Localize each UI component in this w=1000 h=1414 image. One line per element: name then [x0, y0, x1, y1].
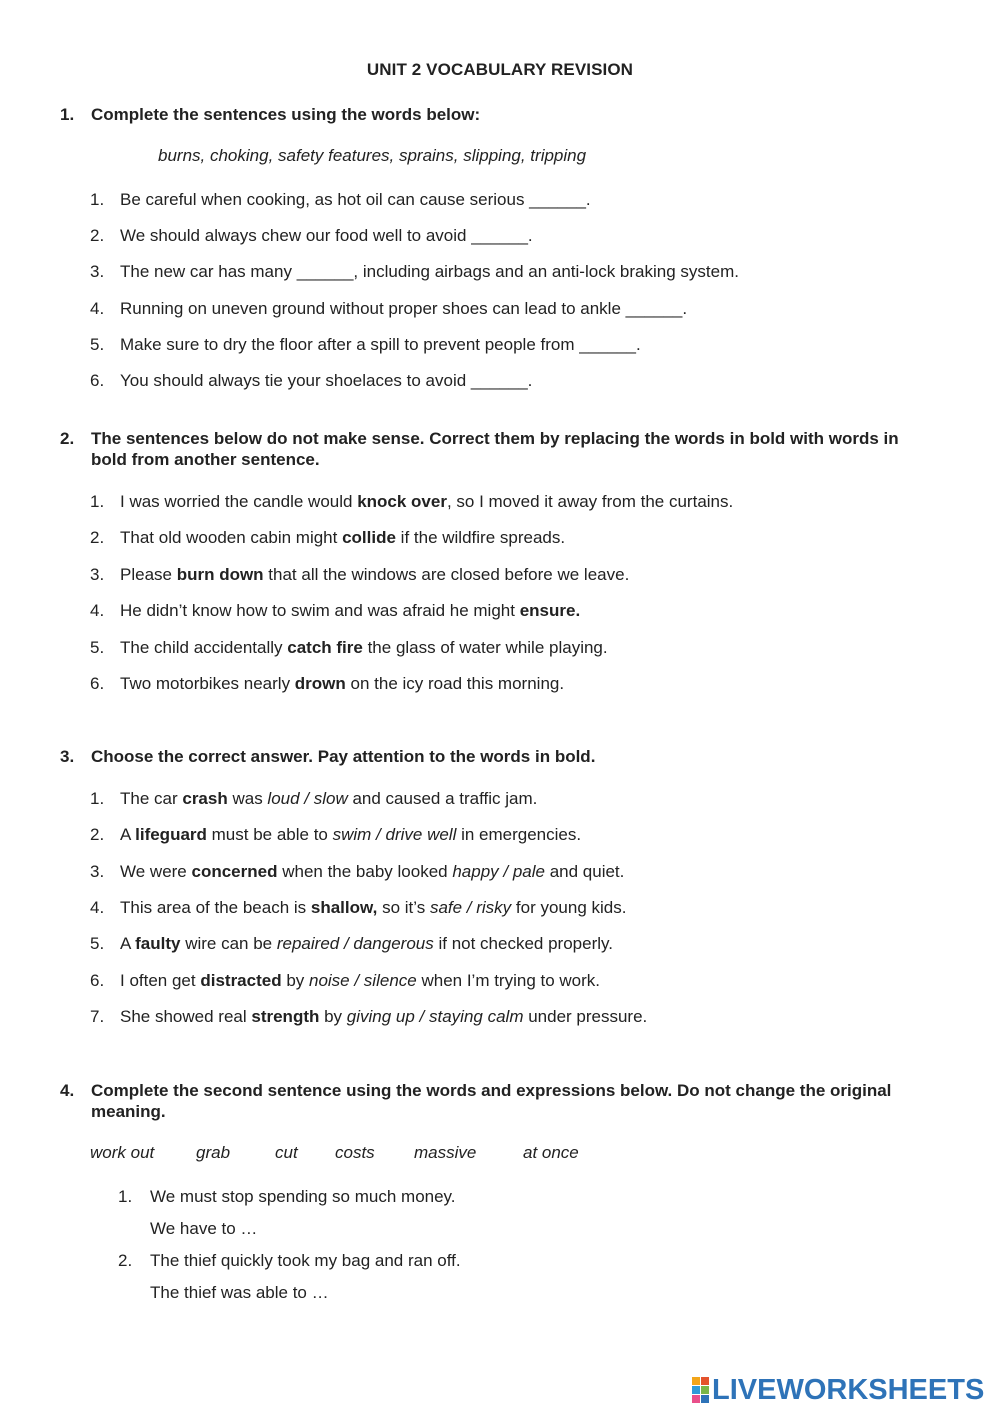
s1-item-2: 2. We should always chew our food well to avoid ______.: [90, 226, 533, 245]
s4-item-2-prompt: The thief was able to …: [150, 1283, 329, 1302]
logo-block: [701, 1395, 709, 1403]
s2-item-5: 5. The child accidentally catch fire the glass of water while playing.: [90, 638, 608, 657]
section-4-instruction: Complete the second sentence using the words and expressions below. Do not change the original meaning.: [91, 1081, 892, 1121]
section-4-number: 4.: [60, 1081, 75, 1100]
s1-item-1: 1. Be careful when cooking, as hot oil can cause serious ______.: [90, 190, 591, 209]
s2-item-6: 6. Two motorbikes nearly drown on the icy road this morning.: [90, 674, 565, 693]
s3-item-6: 6. I often get distracted by noise / silence when I’m trying to work.: [90, 971, 601, 990]
logo-block: [692, 1395, 700, 1403]
s2-item-3: 3. Please burn down that all the windows are closed before we leave.: [90, 565, 630, 584]
section-1-instruction: Complete the sentences using the words below:: [91, 105, 481, 124]
s1-item-3: 3. The new car has many ______, including airbags and an anti-lock braking system.: [90, 262, 739, 281]
s4-item-1-prompt: We have to …: [150, 1219, 258, 1238]
s4-word-cut: cut: [275, 1143, 298, 1162]
s3-item-2: 2. A lifeguard must be able to swim / drive well in emergencies.: [90, 825, 582, 844]
logo-block: [692, 1386, 700, 1394]
section-2-number: 2.: [60, 429, 75, 448]
s4-word-work-out: work out: [90, 1143, 155, 1162]
section-1-wordbank: burns, choking, safety features, sprains, slipping, tripping: [158, 146, 587, 165]
s3-item-1: 1. The car crash was loud / slow and caused a traffic jam.: [90, 789, 538, 808]
s3-item-7: 7. She showed real strength by giving up / staying calm under pressure.: [90, 1007, 648, 1026]
section-3-heading: [60, 746, 910, 767]
s4-word-at-once: at once: [523, 1143, 579, 1162]
s4-word-massive: massive: [414, 1143, 477, 1162]
liveworksheets-logo: [692, 1373, 985, 1406]
logo-text: LIVEWORKSHEETS: [712, 1373, 985, 1406]
s2-item-4: 4. He didn’t know how to swim and was afraid he might ensure.: [90, 601, 581, 620]
section-1-heading: [60, 104, 910, 125]
page-title: UNIT 2 VOCABULARY REVISION: [366, 60, 634, 79]
s1-item-4: 4. Running on uneven ground without proper shoes can lead to ankle ______.: [90, 299, 688, 318]
logo-blocks-icon: [692, 1377, 709, 1403]
s4-item-2: 2. The thief quickly took my bag and ran off.: [118, 1251, 461, 1270]
section-1-number: 1.: [60, 105, 75, 124]
s1-item-5: 5. Make sure to dry the floor after a spill to prevent people from ______.: [90, 335, 641, 354]
s2-item-1: 1. I was worried the candle would knock over, so I moved it away from the curtains.: [90, 492, 734, 511]
s4-item-1: 1. We must stop spending so much money.: [118, 1187, 456, 1206]
s2-item-2: 2. That old wooden cabin might collide if the wildfire spreads.: [90, 528, 566, 547]
logo-block: [701, 1386, 709, 1394]
s3-item-4: 4. This area of the beach is shallow, so it’s safe / risky for young kids.: [90, 898, 627, 917]
section-2-instruction: The sentences below do not make sense. Correct them by replacing the words in bold with words in bold from another sentence.: [91, 429, 899, 469]
section-4-heading: [60, 1080, 910, 1122]
s1-item-6: 6. You should always tie your shoelaces to avoid ______.: [90, 371, 533, 390]
section-3-number: 3.: [60, 747, 75, 766]
logo-block: [692, 1377, 700, 1385]
logo-block: [701, 1377, 709, 1385]
section-2-heading: [60, 428, 910, 470]
section-3-instruction: Choose the correct answer. Pay attention to the words in bold.: [91, 747, 596, 766]
s4-word-grab: grab: [196, 1143, 231, 1162]
s3-item-5: 5. A faulty wire can be repaired / dangerous if not checked properly.: [90, 934, 613, 953]
s4-word-costs: costs: [335, 1143, 375, 1162]
s3-item-3: 3. We were concerned when the baby looked happy / pale and quiet.: [90, 862, 625, 881]
